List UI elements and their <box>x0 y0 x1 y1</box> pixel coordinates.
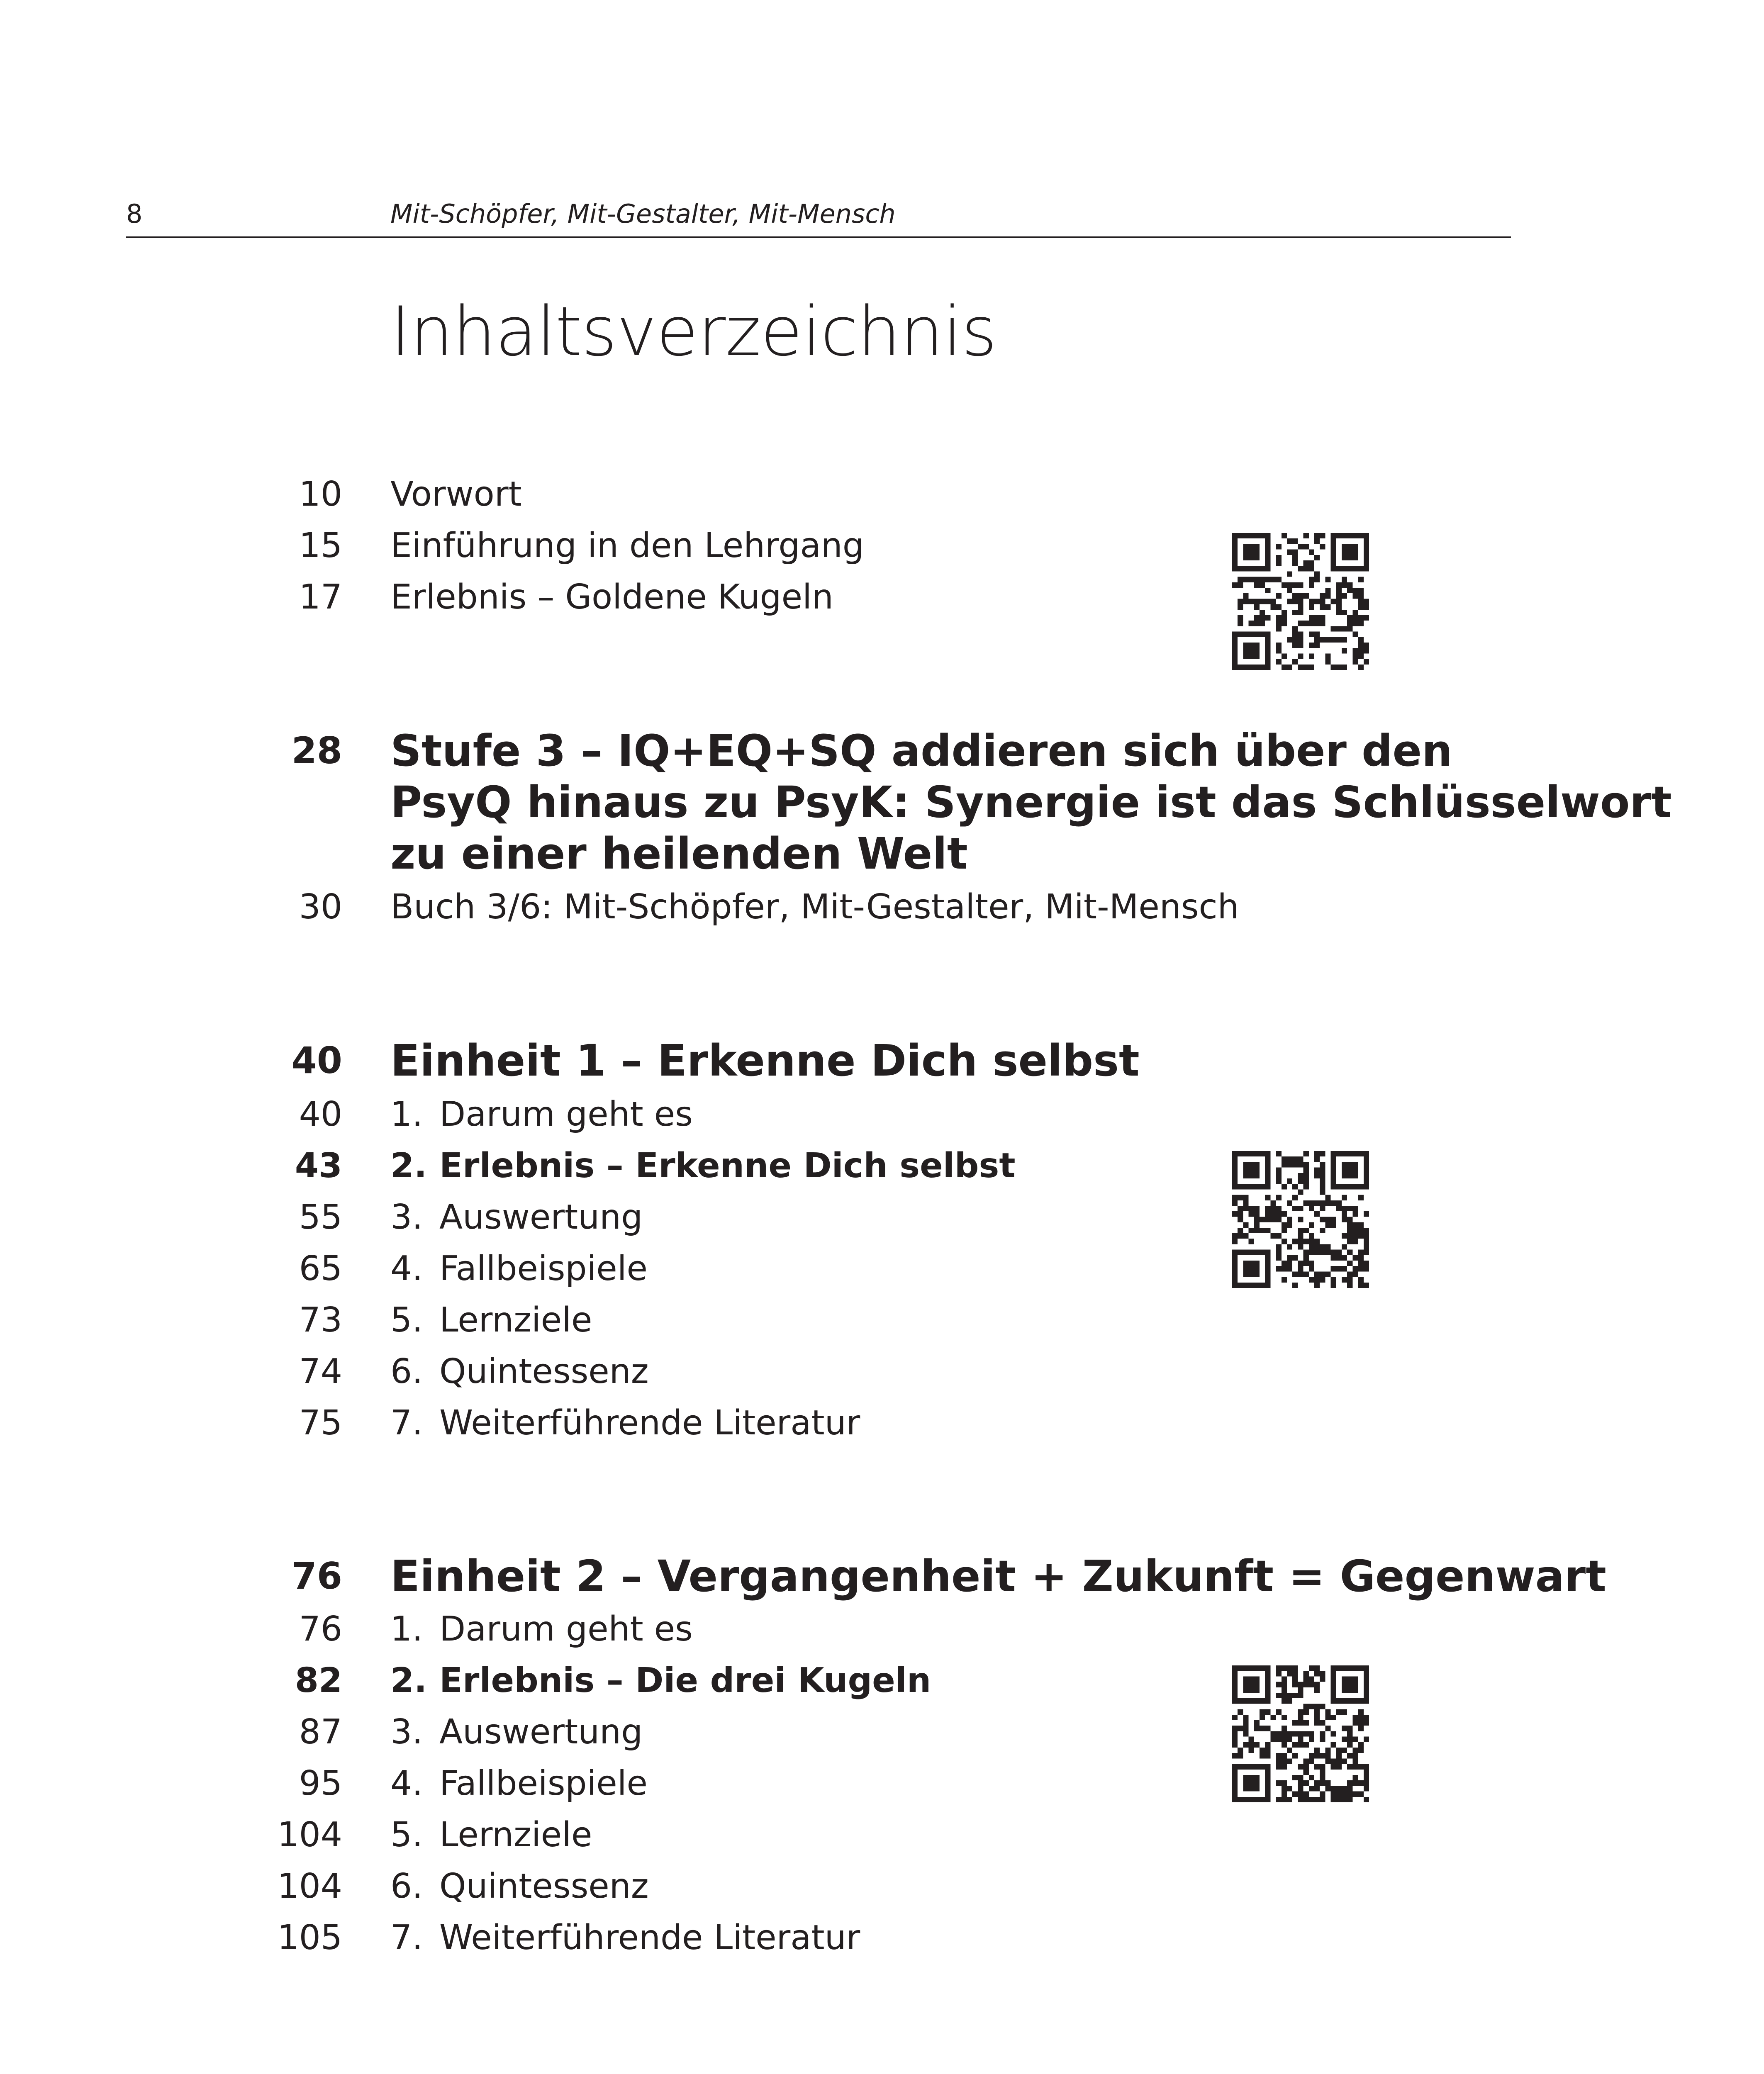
item-number: 4. <box>390 1764 423 1803</box>
qr-code-icon <box>1232 1151 1369 1288</box>
toc-entry-title: Weiterführende Literatur <box>439 1403 860 1443</box>
item-number: 1. <box>390 1095 423 1134</box>
toc-entry <box>0 1758 1764 1809</box>
item-number: 5. <box>390 1815 423 1855</box>
toc-chapter-heading-cont <box>0 777 1764 828</box>
chapter-title-line: zu einer heilenden Welt <box>390 828 968 879</box>
item-number: 3. <box>390 1198 423 1237</box>
toc-entry-title: Einführung in den Lehrgang <box>390 526 864 565</box>
header-rule <box>126 236 1511 238</box>
toc-page-number: 74 <box>299 1352 342 1391</box>
unit-title: Einheit 1 – Erkenne Dich selbst <box>390 1035 1140 1086</box>
toc-entry-title: Lernziele <box>439 1300 592 1340</box>
toc-entry <box>0 1089 1764 1140</box>
header-page-number: 8 <box>126 199 143 229</box>
toc-entry <box>0 1604 1764 1655</box>
toc-entry <box>0 1295 1764 1346</box>
toc-entry-highlighted <box>0 1655 1764 1706</box>
toc-entry-title: Buch 3/6: Mit-Schöpfer, Mit-Gestalter, Mit-Mensch <box>390 887 1239 927</box>
toc-chapter-heading <box>0 725 1764 777</box>
chapter-title-line: Stufe 3 – IQ+EQ+SQ addieren sich über den <box>390 725 1453 776</box>
toc-page-number: 10 <box>299 475 342 514</box>
chapter-title-line: PsyQ hinaus zu PsyK: Synergie ist das Schlüsselwort <box>390 777 1672 828</box>
toc-entry <box>0 1861 1764 1912</box>
toc-page-number: 40 <box>299 1095 342 1134</box>
item-number: 5. <box>390 1300 423 1340</box>
qr-code-icon <box>1232 1665 1369 1802</box>
toc-entry-highlighted <box>0 1140 1764 1192</box>
toc-page-number: 87 <box>299 1712 342 1752</box>
toc-page-number: 76 <box>291 1555 342 1597</box>
toc-entry-title: Fallbeispiele <box>439 1764 648 1803</box>
toc-entry-title: Lernziele <box>439 1815 592 1855</box>
unit-title: Einheit 2 – Vergangenheit + Zukunft = Gegenwart <box>390 1551 1606 1602</box>
toc-entry-title: Auswertung <box>439 1712 643 1752</box>
toc-page-number: 17 <box>299 577 342 617</box>
toc-page-number: 30 <box>299 887 342 927</box>
toc-page-number: 55 <box>299 1198 342 1237</box>
toc-page-number: 40 <box>291 1039 342 1082</box>
toc-page-number: 65 <box>299 1249 342 1288</box>
item-number: 1. <box>390 1609 423 1649</box>
toc-entry-title: Darum geht es <box>439 1095 693 1134</box>
toc-entry-title: Fallbeispiele <box>439 1249 648 1288</box>
toc-entry-title: Quintessenz <box>439 1352 649 1391</box>
toc-unit-heading <box>0 1035 1764 1086</box>
toc-chapter-heading-cont <box>0 828 1764 879</box>
toc-entry <box>0 1192 1764 1243</box>
toc-entry <box>0 1346 1764 1397</box>
toc-page-number: 15 <box>299 526 342 565</box>
toc-entry <box>0 1912 1764 1964</box>
toc-entry-title: Vorwort <box>390 475 522 514</box>
toc-entry <box>0 1397 1764 1449</box>
item-number: 2. <box>390 1661 427 1700</box>
toc-page-number: 76 <box>299 1609 342 1649</box>
toc-page-number: 73 <box>299 1300 342 1340</box>
toc-page-number: 43 <box>295 1146 342 1185</box>
item-number: 3. <box>390 1712 423 1752</box>
toc-page-number: 82 <box>295 1661 342 1700</box>
toc-entry-title: Erlebnis – Erkenne Dich selbst <box>439 1146 1016 1185</box>
toc-entry-title: Quintessenz <box>439 1867 649 1906</box>
toc-page-number: 104 <box>277 1867 342 1906</box>
page-title: Inhaltsverzeichnis <box>390 292 997 371</box>
toc-entry-title: Darum geht es <box>439 1609 693 1649</box>
qr-code-icon <box>1232 533 1369 670</box>
toc-entry <box>0 1706 1764 1758</box>
item-number: 6. <box>390 1352 423 1391</box>
toc-entry-title: Erlebnis – Die drei Kugeln <box>439 1661 931 1700</box>
toc-entry-title: Erlebnis – Goldene Kugeln <box>390 577 833 617</box>
toc-entry <box>0 520 1764 572</box>
toc-entry-title: Auswertung <box>439 1198 643 1237</box>
toc-page-number: 105 <box>277 1918 342 1957</box>
toc-entry-title: Weiterführende Literatur <box>439 1918 860 1957</box>
item-number: 2. <box>390 1146 427 1185</box>
toc-page-number: 104 <box>277 1815 342 1855</box>
toc-entry <box>0 469 1764 520</box>
item-number: 7. <box>390 1918 423 1957</box>
running-title: Mit-Schöpfer, Mit-Gestalter, Mit-Mensch <box>390 199 896 229</box>
toc-unit-heading <box>0 1551 1764 1602</box>
item-number: 6. <box>390 1867 423 1906</box>
item-number: 4. <box>390 1249 423 1288</box>
toc-entry <box>0 572 1764 623</box>
toc-page-number: 28 <box>291 729 342 772</box>
toc-entry <box>0 1809 1764 1861</box>
toc-entry <box>0 1243 1764 1295</box>
toc-page-number: 95 <box>299 1764 342 1803</box>
item-number: 7. <box>390 1403 423 1443</box>
toc-entry <box>0 881 1764 933</box>
toc-page-number: 75 <box>299 1403 342 1443</box>
